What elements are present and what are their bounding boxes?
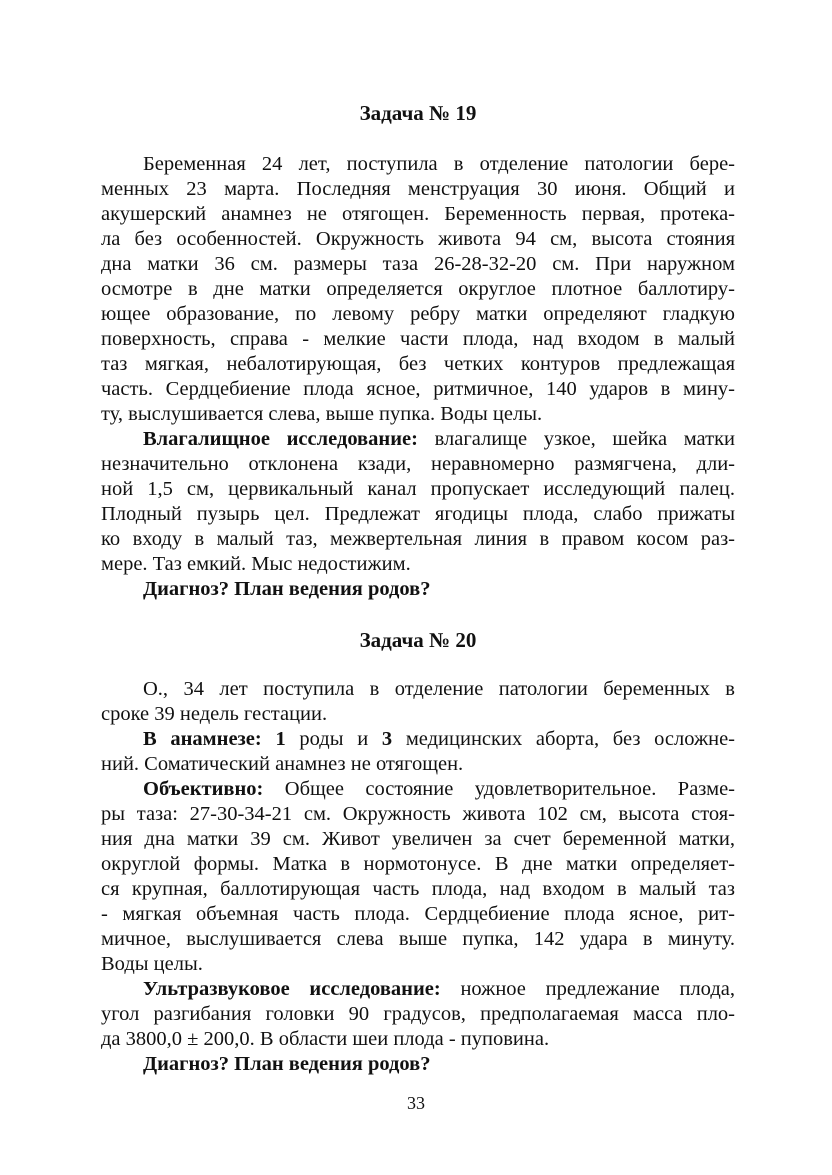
abortions-count: 3	[381, 728, 393, 750]
task-20-line: О., 34 лет поступила в отделение патологии беременных в	[143, 678, 735, 700]
task-19-line: поверхность, справа - мелкие части плода, над входом в малый	[101, 328, 735, 350]
vaginal-exam-label: Влагалищное исследование:	[143, 428, 418, 450]
vaginal-exam-text: влагалище узкое, шейка матки	[417, 428, 735, 450]
ultrasound-text: ножное предлежание плода,	[440, 978, 735, 1000]
vaginal-exam-line: ной 1,5 см, цервикальный канал пропускает исследующий палец.	[101, 478, 735, 500]
task-19-line: таз мягкая, небалотирующая, без четких контуров предлежащая	[101, 353, 735, 375]
objective-line: ры таза: 27-30-34-21 см. Окружность живота 102 см, высота стоя-	[101, 803, 735, 825]
anamnesis-text: роды и	[285, 728, 382, 750]
ultrasound-label: Ультразвуковое исследование:	[143, 978, 441, 1000]
task-19-title: Задача № 19	[359, 101, 477, 125]
ultrasound-line: угол разгибания головки 90 градусов, предполагаемая масса пло-	[101, 1003, 735, 1025]
objective-line: - мягкая объемная часть плода. Сердцебиение плода ясное, рит-	[101, 903, 735, 925]
objective-text: Общее состояние удовлетворительное. Разме-	[263, 778, 735, 800]
vaginal-exam-line: незначительно отклонена кзади, неравномерно размягчена, дли-	[101, 453, 735, 475]
objective-line: округлой формы. Матка в нормотонусе. В дне матки определяет-	[101, 853, 735, 875]
anamnesis-text: медицинских аборта, без осложне-	[392, 728, 735, 750]
anamnesis-line: ний. Соматический анамнез не отягощен.	[101, 753, 464, 775]
task-19-line: ла без особенностей. Окружность живота 94 см, высота стояния	[101, 228, 735, 250]
objective-line: мичное, выслушивается слева выше пупка, 142 удара в минуту.	[101, 928, 735, 950]
vaginal-exam-line: ко входу в малый таз, межвертельная линия в правом косом раз-	[101, 528, 735, 550]
task-20-title: Задача № 20	[359, 628, 477, 652]
ultrasound-line	[101, 977, 735, 1002]
task-20-line: сроке 39 недель гестации.	[101, 703, 328, 725]
objective-label: Объективно:	[143, 778, 264, 800]
task-19-line: осмотре в дне матки определяется округлое плотное баллотиру-	[101, 278, 735, 300]
anamnesis-label: В анамнезе:	[143, 728, 262, 750]
task-20-question	[101, 1052, 735, 1077]
vaginal-exam-line: мере. Таз емкий. Мыс недостижим.	[101, 553, 411, 575]
task-19-line: ту, выслушивается слева, выше пупка. Воды целы.	[101, 403, 543, 425]
objective-line: ния дна матки 39 см. Живот увеличен за счет беременной матки,	[101, 828, 735, 850]
objective-line: Воды целы.	[101, 953, 203, 975]
task-20-question-text: Диагноз? План ведения родов?	[143, 1053, 431, 1075]
task-19-line: Беременная 24 лет, поступила в отделение патологии бере-	[143, 153, 735, 175]
births-count: 1	[275, 728, 286, 750]
task-19-line: менных 23 марта. Последняя менструация 30 июня. Общий и	[101, 178, 735, 200]
ultrasound-line: да 3800,0 ± 200,0. В области шеи плода - пуповина.	[101, 1028, 550, 1050]
task-19-line: ющее образование, по левому ребру матки определяют гладкую	[101, 303, 735, 325]
vaginal-exam-line: Плодный пузырь цел. Предлежат ягодицы плода, слабо прижаты	[101, 503, 735, 525]
task-19-question-text: Диагноз? План ведения родов?	[143, 578, 431, 600]
objective-line	[101, 777, 735, 802]
page-number: 33	[407, 1093, 425, 1113]
task-19-question	[101, 577, 735, 602]
task-19-line: акушерский анамнез не отягощен. Беременность первая, протека-	[101, 203, 735, 225]
objective-line: ся крупная, баллотирующая часть плода, над входом в малый таз	[101, 878, 735, 900]
vaginal-exam-line	[101, 427, 735, 452]
task-19-line: часть. Сердцебиение плода ясное, ритмичное, 140 ударов в мину-	[101, 378, 735, 400]
anamnesis-line	[101, 727, 735, 752]
task-19-line: дна матки 36 см. размеры таза 26-28-32-20 см. При наружном	[101, 253, 735, 275]
